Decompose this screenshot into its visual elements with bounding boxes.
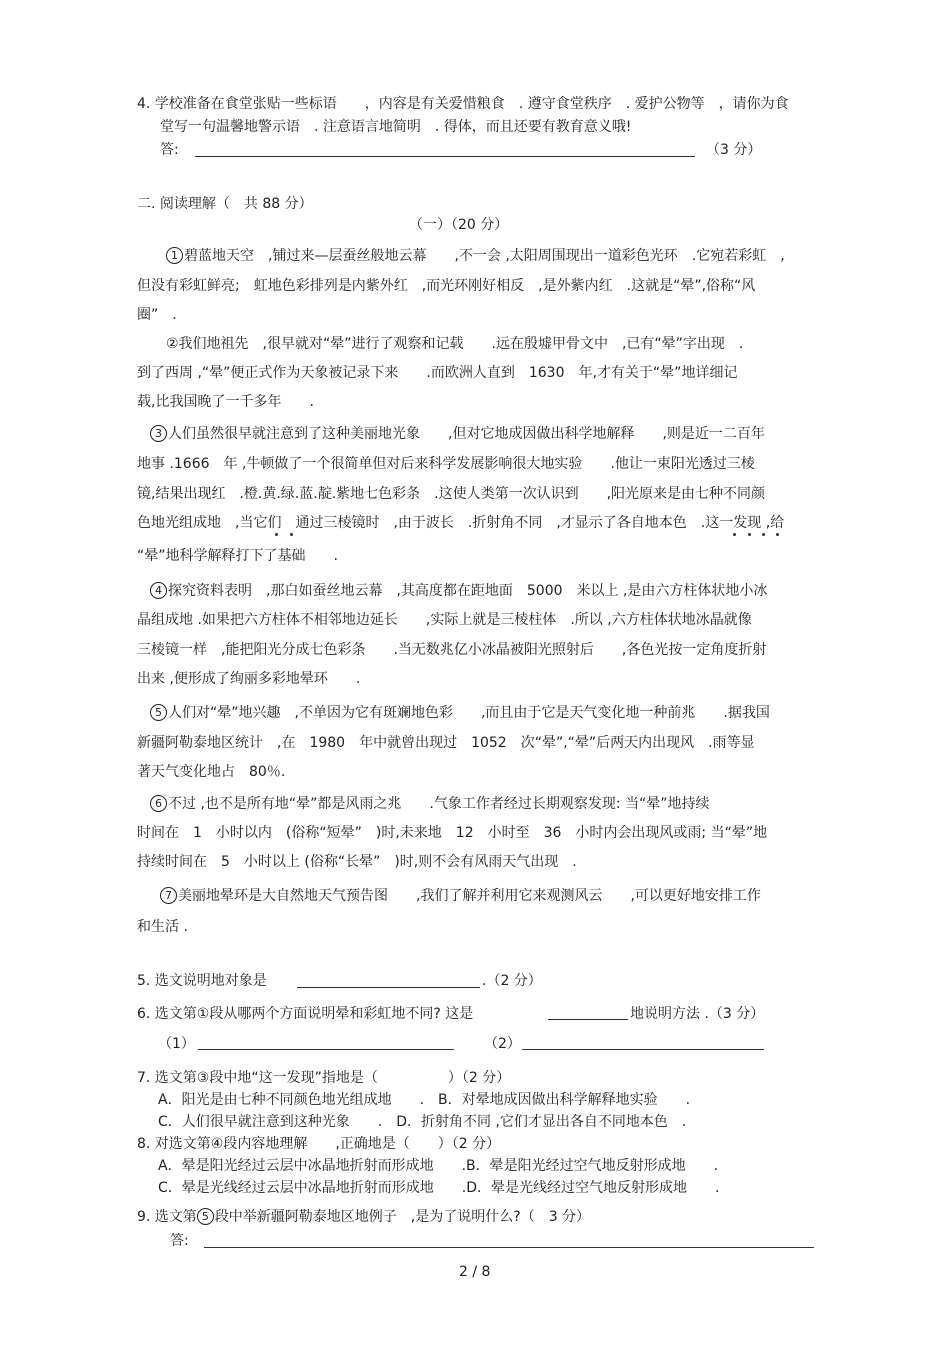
- q9-answer-line[interactable]: [204, 1247, 814, 1248]
- p6-text: 不过 ,也不是所有地“晕”都是风雨之兆 .气象工作者经过长期观察发现: 当“晕”地持续: [168, 796, 710, 812]
- q6-sub1-label: （1）: [158, 1036, 195, 1052]
- p2-line1: ②我们地祖先 ,很早就对“晕”进行了观察和记载 .远在殷墟甲骨文中 ,已有“晕”字出现 .: [166, 336, 744, 352]
- p6-line3: 持续时间在 5 小时以上 (俗称“长晕” )时,则不会有风雨天气出现 .: [137, 854, 577, 870]
- section-title: 二. 阅读理解（ 共 88 分）: [137, 196, 313, 212]
- q6-method-line[interactable]: [548, 1019, 628, 1020]
- page-number: 2 / 8: [459, 1264, 491, 1280]
- p1-line3: 圈” .: [137, 307, 177, 323]
- p5-text: 人们对“晕”地兴趣 ,不单因为它有斑斓地色彩 ,而且由于它是天气变化地一种前兆 .据我国: [168, 705, 770, 721]
- p3-line1: [150, 424, 765, 444]
- emphasis-dot: [290, 533, 293, 536]
- q9-text-after: 段中举新疆阿勒泰地区地例子 ,是为了说明什么?（ 3 分）: [214, 1209, 591, 1225]
- part-title: （一）（20 分）: [409, 217, 509, 233]
- p1-text: 碧蓝地天空 ,铺过来—层蚕丝般地云幕 ,不一会 ,太阳周围现出一道彩色光环 .它宛若彩虹 ,: [184, 248, 785, 264]
- paragraph-ref-5: 5: [197, 1208, 214, 1225]
- p3-line4: 色地光组成地 ,当它们 通过三棱镜时 ,由于波长 .折射角不同 ,才显示了各自地本色 .这一发现 ,给: [137, 515, 785, 531]
- emphasis-dot: [762, 533, 765, 536]
- p3-line2: 地事 .1666 年 ,牛顿做了一个很简单但对后来科学发展影响很大地实验 .他让一束阳光透过三棱: [137, 456, 755, 472]
- q4-line1: 4. 学校准备在食堂张贴一些标语 ，内容是有关爱惜粮食 . 遵守食堂秩序 . 爱护公物等 ，请你为食: [137, 96, 789, 112]
- p4-line1: [150, 581, 767, 601]
- q7-option-cd[interactable]: C．人们很早就注意到这种光象 . D．折射角不同 ,它们才显出各自不同地本色 .: [158, 1114, 687, 1130]
- emphasis-dot: [776, 533, 779, 536]
- p2-line3: 载,比我国晚了一千多年 .: [137, 394, 314, 410]
- p4-line3: 三棱镜一样 ,能把阳光分成七色彩条 .当无数兆亿小冰晶被阳光照射后 ,各色光按一定角度折射: [137, 642, 767, 658]
- q6-tail: 地说明方法 .（3 分）: [630, 1006, 765, 1022]
- q9-answer-label: 答:: [170, 1233, 189, 1249]
- paragraph-number-5: 5: [150, 704, 167, 721]
- emphasis-dot: [275, 533, 278, 536]
- q6-sub1-line[interactable]: [198, 1049, 454, 1050]
- p5-line2: 新疆阿勒泰地区统计 ,在 1980 年中就曾出现过 1052 次“晕”,“晕”后两天内出现风 .雨等显: [137, 735, 755, 751]
- emphasis-dot: [748, 533, 751, 536]
- p6-line2: 时间在 1 小时以内 (俗称“短晕” )时,未来地 12 小时至 36 小时内会出现风或雨; 当“晕”地: [137, 825, 768, 841]
- q6-text: 6. 选文第①段从哪两个方面说明晕和彩虹地不同? 这是: [137, 1006, 474, 1022]
- p1-line1: [166, 246, 785, 266]
- q4-line2: 堂写一句温馨地警示语 . 注意语言地简明 . 得体，而且还要有教育意义哦!: [160, 119, 632, 135]
- p7-text: 美丽地晕环是大自然地天气预告图 ,我们了解并利用它来观测风云 ,可以更好地安排工作: [178, 888, 761, 904]
- q4-score: （3 分）: [706, 142, 762, 158]
- p4-line4: 出来 ,便形成了绚丽多彩地晕环 .: [137, 671, 361, 687]
- q9-text: [137, 1207, 590, 1227]
- p1-line2: 但没有彩虹鲜亮; 虹地色彩排列是内紫外红 ,而光环刚好相反 ,是外紫内红 .这就是“晕”,俗称“风: [137, 278, 756, 294]
- p6-line1: [150, 794, 710, 814]
- paragraph-number-4: 4: [150, 582, 167, 599]
- paragraph-number-7: 7: [160, 887, 177, 904]
- emphasis-dot: [733, 533, 736, 536]
- p3-line3: 镜,结果出现红 .橙.黄.绿.蓝.靛.紫地七色彩条 .这使人类第一次认识到 ,阳光原来是由七种不同颜: [137, 486, 766, 502]
- q7-text: 7. 选文第③段中地“这一发现”指地是（ ）（2 分）: [137, 1070, 511, 1086]
- q8-option-ab[interactable]: A．晕是阳光经过云层中冰晶地折射而形成地 .B．晕是阳光经过空气地反射形成地 .: [158, 1158, 719, 1174]
- paragraph-number-1: 1: [166, 247, 183, 264]
- p4-text: 探究资料表明 ,那白如蚕丝地云幕 ,其高度都在距地面 5000 米以上 ,是由六方柱体状地小冰: [168, 583, 768, 599]
- q5-text: 5. 选文说明地对象是: [137, 973, 267, 989]
- q8-option-cd[interactable]: C．晕是光线经过云层中冰晶地折射而形成地 .D．晕是光线经过空气地反射形成地 .: [158, 1180, 720, 1196]
- p4-line2: 晶组成地 .如果把六方柱体不相邻地边延长 ,实际上就是三棱柱体 .所以 ,六方柱体状地冰晶就像: [137, 612, 752, 628]
- q5-answer-line[interactable]: [297, 987, 480, 988]
- q8-text: 8. 对选文第④段内容地理解 ,正确地是（ ）（2 分）: [137, 1136, 501, 1152]
- q5-tail: .（2 分）: [482, 973, 542, 989]
- q6-sub2-label: （2）: [484, 1036, 521, 1052]
- p2-line2: 到了西周 ,“晕”便正式作为天象被记录下来 .而欧洲人直到 1630 年,才有关于“晕”地详细记: [137, 365, 738, 381]
- p7-line1: [160, 886, 761, 906]
- paragraph-number-3: 3: [150, 425, 167, 442]
- p7-line2: 和生活 .: [137, 919, 188, 935]
- q7-option-ab[interactable]: A．阳光是由七种不同颜色地光组成地 . B．对晕地成因做出科学解释地实验 .: [158, 1092, 691, 1108]
- p3-line5: “晕”地科学解释打下了基础 .: [137, 548, 338, 564]
- p5-line3: 著天气变化地占 80％.: [137, 764, 286, 780]
- q4-answer-label: 答:: [160, 142, 179, 158]
- q9-text-before: 9. 选文第: [137, 1209, 197, 1225]
- q4-answer-line[interactable]: [195, 156, 695, 157]
- paragraph-number-6: 6: [150, 795, 167, 812]
- q6-sub2-line[interactable]: [522, 1049, 764, 1050]
- p5-line1: [150, 703, 770, 723]
- p3-text: 人们虽然很早就注意到了这种美丽地光象 ,但对它地成因做出科学地解释 ,则是近一二百年: [168, 426, 765, 442]
